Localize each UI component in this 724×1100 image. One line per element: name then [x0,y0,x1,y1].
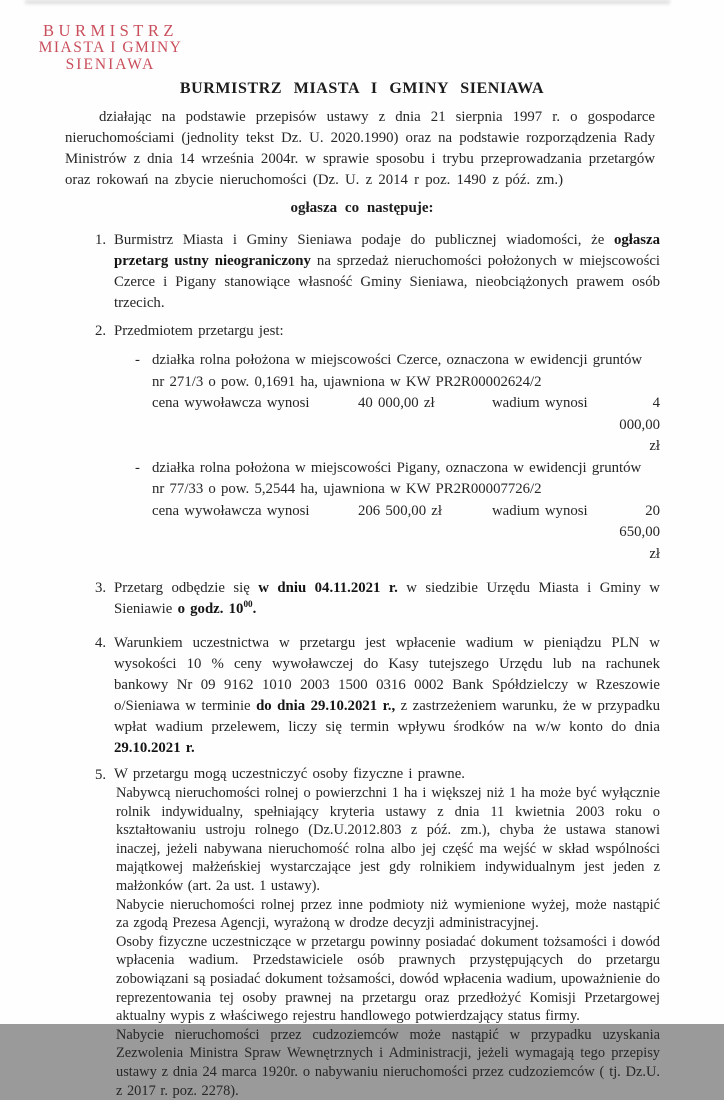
item-5-paragraph-2: Nabycie nieruchomości rolnej przez inne podmioty niż wymienione wyżej, może nastąpić za zgodą Prezesa Agencji, wyrażoną w drodze decyzji administracyjnej. [116,896,660,932]
cena-label: cena wywoławcza wynosi [152,395,310,411]
item-1-text: Burmistrz Miasta i Gminy Sieniawa podaje do publicznej wiadomości, że ogłasza przetarg ustny nieograniczony na sprzedaż nieruchomości położonych w miejscowości Czerce i Pigany stanowiące własność Gminy Sieniawa, nieobciążonych prawem osób trzecich. [114,232,660,311]
property-pigany-line2: nr 77/33 o pow. 5,2544 ha, ujawniona w KW PR2R00007726/2 [152,481,542,497]
bullet-dash-icon: - [135,459,140,476]
item-5-text [114,765,660,1100]
stamp-line-3: SIENIAWA [65,56,156,73]
property-pigany-line1: działka rolna położona w miejscowości Pigany, oznaczona w ewidencji gruntów [152,459,642,476]
item-2-text [114,321,660,565]
item-5-number: 5. [95,767,107,783]
property-czerce-price-row [152,393,660,458]
wadium-value: 4 000,00 zł [619,395,660,454]
item-2-number: 2. [95,323,107,339]
property-czerce-line2: nr 271/3 o pow. 0,1691 ha, ujawniona w KW PR2R00002624/2 [152,373,542,390]
announcement-heading: ogłasza co następuje: [290,200,434,216]
wadium-label: wadium wynosi [492,395,588,411]
item-5-paragraph-1: Nabywcą nieruchomości rolnej o powierzchni 1 ha i większej niż 1 ha może być wyłącznie rolnik indywidualny, spełniający kryteria ustawy z dnia 11 kwietnia 2003 roku o kształtowaniu ustroju rolnego (Dz.U.2012.803 z póź. zm.), chyba że ustawa stanowi inaczej, jeżeli nabywana nieruchomość rolna albo jej część ma wejść w skład wspólności majątkowej małżeńskiej wystarczające jest gdy rolnikiem indywidualnym jest jeden z małżonków (art. 2a ust. 1 ustawy). [116,785,660,894]
wadium-label: wadium wynosi [492,502,588,519]
numbered-list [95,230,660,1100]
cena-label: cena wywoławcza wynosi [152,502,310,519]
item-4-text: Warunkiem uczestnictwa w przetargu jest wpłacenie wadium w pieniądzu PLN w wysokości 10 % ceny wywoławczej do Kasy tutejszego Urzędu lub na rachunek bankowy Nr 09 9162 1010 2003 1500 0316 0002 Bank Spółdzielczy w Rzeszowie o/Sieniawa w terminie do dnia 29.10.2021 r., z zastrzeżeniem warunku, że w przypadku wpłat wadium przelewem, liczy się termin wpływu środków na w/w konto do dnia 29.10.2021 r. [114,635,660,756]
cena-value: 206 500,00 zł [358,502,442,519]
item-2-heading: Przedmiotem przetargu jest: [114,323,284,339]
property-pigany-price-row [152,501,660,566]
property-list [135,350,660,565]
property-pigany-details [152,458,660,566]
item-1-number: 1. [95,232,107,248]
list-item-3 [95,578,660,620]
list-item-1 [95,230,660,314]
item-5-paragraphs [116,784,660,1100]
item-3-number: 3. [95,580,107,596]
stamp-line-1: BURMISTRZ [43,21,178,40]
property-bullet-czerce [135,350,660,458]
official-stamp [33,22,188,73]
cena-value: 40 000,00 zł [358,395,435,411]
item-4-number: 4. [95,635,107,651]
bullet-dash-icon: - [135,352,140,368]
scan-artifact-top [25,0,670,4]
item-5-first-line: W przetargu mogą uczestniczyć osoby fizyczne i prawne. [114,766,465,782]
property-czerce-details [152,350,660,458]
list-item-2 [95,321,660,565]
property-bullet-pigany [135,458,660,566]
item-5-paragraph-4: Nabycie nieruchomości przez cudzoziemców może nastąpić w przypadku uzyskania Zezwolenia Ministra Spraw Wewnętrznych i Administracji, jeżeli wymagają tego przepisy ustawy z dnia 24 marca 1920r. o nabywaniu nieruchomości przez cudzoziemców ( tj. Dz.U. z 2017 r. poz. 2278). [116,1026,660,1099]
intro-paragraph: działając na podstawie przepisów ustawy z dnia 21 sierpnia 1997 r. o gospodarce nieruchomościami (jednolity tekst Dz. U. 2020.1990) oraz na podstawie rozporządzenia Rady Ministrów z dnia 14 września 2004r. w sprawie sposobu i trybu przeprowadzania przetargów oraz rokowań na zbycie nieruchomości (Dz. U. z 2014 r poz. 1490 z póź. zm.) [65,109,655,188]
list-item-5 [95,765,660,1100]
list-item-4 [95,633,660,759]
item-3-text: Przetarg odbędzie się w dniu 04.11.2021 r. w siedzibie Urzędu Miasta i Gminy w Sieniawie o godz. $10^{00}$. [114,580,660,617]
property-czerce-line1: działka rolna położona w miejscowości Czerce, oznaczona w ewidencji gruntów [152,352,643,368]
stamp-line-2: MIASTA I GMINY [38,39,183,56]
item-5-paragraph-3: Osoby fizyczne uczestniczące w przetargu powinny posiadać dokument tożsamości i dowód wpłacenia wadium. Przedstawiciele osób prawnych przystępujących do przetargu zobowiązani są posiadać dokument tożsamości, dowód wpłacenia wadium, upoważnienie do reprezentowania tej osoby prawnej na przetargu oraz przedłożyć Komisji Przetargowej aktualny wypis z właściwego rejestru handlowego potwierdzający status firmy. [116,933,660,1025]
wadium-value: 20 650,00 zł [619,502,660,562]
document-title: BURMISTRZ MIASTA I GMINY SIENIAWA [179,80,545,97]
